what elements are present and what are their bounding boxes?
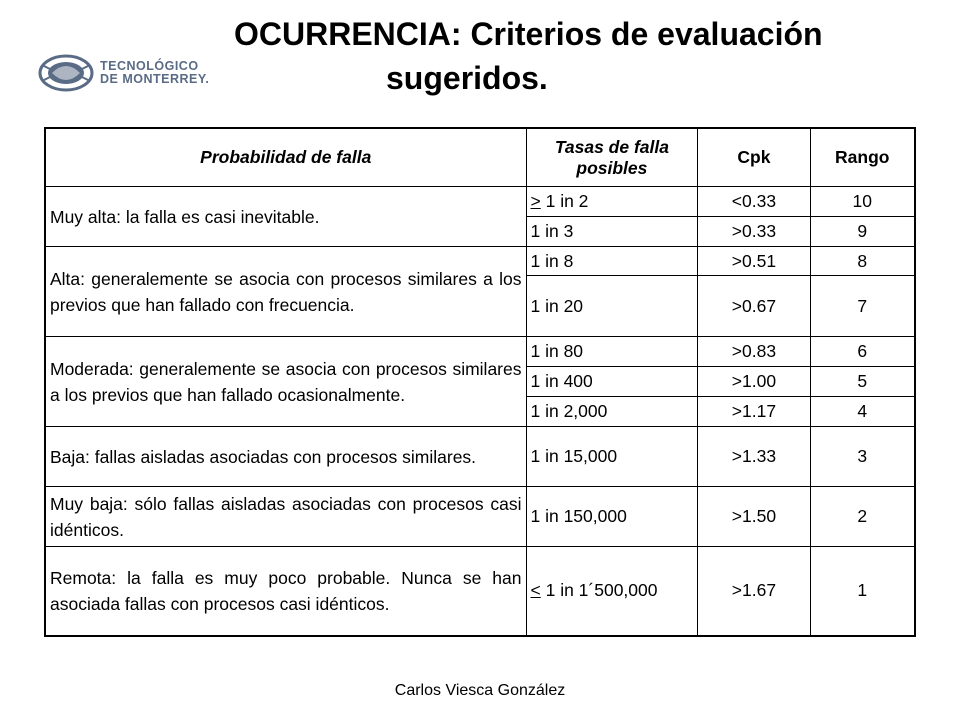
- rate-cell: 1 in 80: [526, 337, 698, 367]
- rate-cell: 1 in 2,000: [526, 397, 698, 427]
- header-probabilidad: Probabilidad de falla: [45, 128, 526, 187]
- header-rango: Rango: [810, 128, 915, 187]
- description-cell: Remota: la falla es muy poco probable. Nunca se han asociada fallas con procesos casi idénticos.: [45, 547, 526, 636]
- rango-cell: 7: [810, 276, 915, 337]
- rate-value: 1 in 1´500,000: [540, 580, 658, 601]
- table-row: [45, 187, 915, 217]
- cpk-cell: >0.83: [698, 337, 810, 367]
- rango-cell: 2: [810, 487, 915, 547]
- rango-cell: 1: [810, 547, 915, 636]
- rate-cell: 1 in 3: [526, 217, 698, 247]
- description-cell: Muy baja: sólo fallas aisladas asociadas con procesos casi idénticos.: [45, 487, 526, 547]
- rate-cell: [526, 547, 698, 636]
- cpk-cell: >0.51: [698, 247, 810, 276]
- tec-monterrey-logo: [38, 50, 218, 96]
- rate-symbol: <: [530, 580, 541, 601]
- cpk-cell: >1.00: [698, 367, 810, 397]
- description-cell: Muy alta: la falla es casi inevitable.: [45, 187, 526, 247]
- rate-cell: 1 in 150,000: [526, 487, 698, 547]
- rango-cell: 8: [810, 247, 915, 276]
- rate-cell: 1 in 8: [526, 247, 698, 276]
- header-cpk: Cpk: [698, 128, 810, 187]
- criteria-table: [44, 127, 916, 637]
- cpk-cell: >0.33: [698, 217, 810, 247]
- rango-cell: 5: [810, 367, 915, 397]
- rango-cell: 3: [810, 427, 915, 487]
- logo-wordmark: [100, 60, 209, 86]
- logo-line1: TECNOLÓGICO: [100, 59, 199, 73]
- header-tasas: Tasas de falla posibles: [526, 128, 698, 187]
- tec-seal-icon: [38, 53, 94, 93]
- rate-cell: 1 in 20: [526, 276, 698, 337]
- cpk-cell: >1.33: [698, 427, 810, 487]
- rate-cell: 1 in 400: [526, 367, 698, 397]
- rango-cell: 6: [810, 337, 915, 367]
- rate-value: 1 in 2: [540, 191, 589, 211]
- rango-cell: 10: [810, 187, 915, 217]
- title-line2: sugeridos.: [386, 60, 548, 96]
- logo-line2: DE MONTERREY.: [100, 72, 210, 86]
- footer-author: Carlos Viesca González: [394, 682, 566, 699]
- rango-cell: 9: [810, 217, 915, 247]
- rate-cell: 1 in 15,000: [526, 427, 698, 487]
- table-row: [45, 547, 915, 636]
- rate-symbol: >: [530, 191, 541, 211]
- cpk-cell: >1.50: [698, 487, 810, 547]
- rate-cell: [526, 187, 698, 217]
- title-line1: OCURRENCIA: Criterios de evaluación: [234, 16, 823, 52]
- table-row: [45, 487, 915, 547]
- cpk-cell: <0.33: [698, 187, 810, 217]
- table-row: [45, 247, 915, 276]
- cpk-cell: >0.67: [698, 276, 810, 337]
- rango-cell: 4: [810, 397, 915, 427]
- table-row: [45, 337, 915, 367]
- table-row: [45, 427, 915, 487]
- description-cell: Alta: generalemente se asocia con procesos similares a los previos que han fallado con frecuencia.: [45, 247, 526, 337]
- cpk-cell: >1.17: [698, 397, 810, 427]
- header-row: [45, 128, 915, 187]
- description-cell: Moderada: generalemente se asocia con procesos similares a los previos que han fallado ocasionalmente.: [45, 337, 526, 427]
- description-cell: Baja: fallas aisladas asociadas con procesos similares.: [45, 427, 526, 487]
- cpk-cell: >1.67: [698, 547, 810, 636]
